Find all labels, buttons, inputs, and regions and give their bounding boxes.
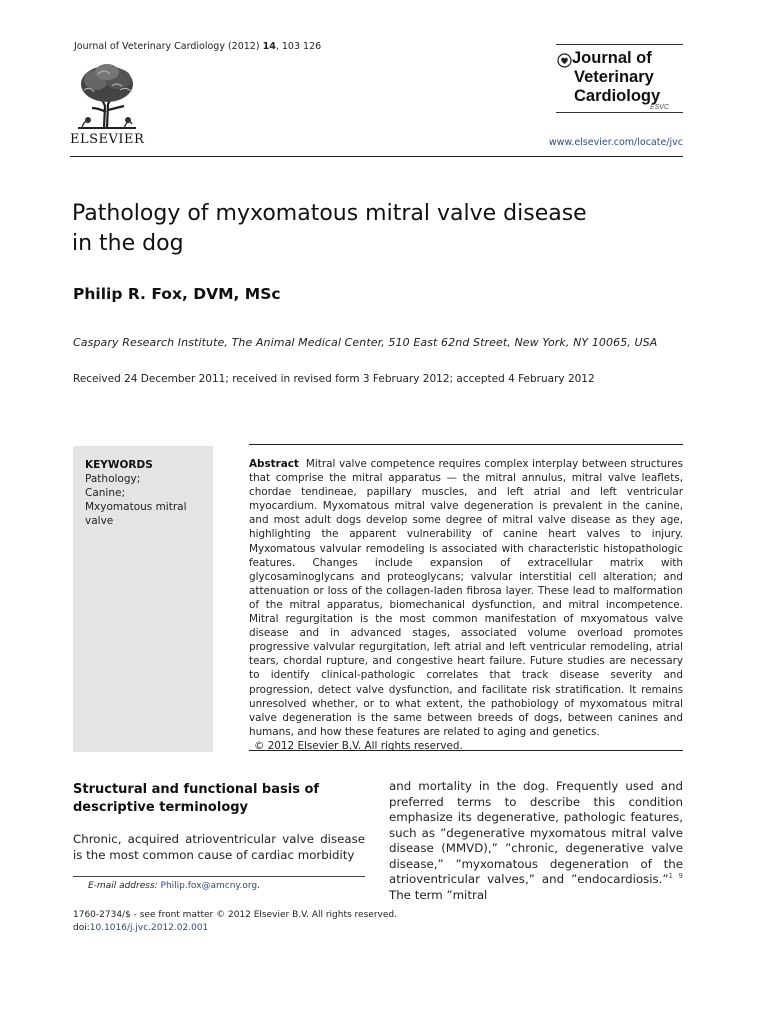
keyword-item: Mxyomatous mitral <box>85 501 187 513</box>
email-footnote <box>88 881 260 891</box>
abstract-label: Abstract <box>249 458 299 470</box>
front-matter-footer <box>73 909 397 935</box>
journal-logo-line3: Cardiology <box>574 87 661 105</box>
abstract-copyright: © 2012 Elsevier B.V. All rights reserved. <box>254 739 463 752</box>
body-column-right <box>389 779 683 903</box>
article-title-line1: Pathology of myxomatous mitral valve disease <box>72 201 587 226</box>
article-title-line2: in the dog <box>72 231 184 256</box>
body-column-right-text: and mortality in the dog. Frequently used and preferred terms to describe this condition emphasize its degenerative, pathologic features, such as ”degenerative myxomatous mitral valve disease (MMVD),” ”chronic, degenerative valve disease,” ”myxomatous degeneration of the atrioventricular valves,” and ”endocardiosis.” <box>389 779 683 886</box>
journal-logo-bottom-rule <box>556 112 683 113</box>
citation-pages: , 103 126 <box>275 41 322 52</box>
footnote-end: . <box>257 881 260 891</box>
author-affiliation: Caspary Research Institute, The Animal Medical Center, 510 East 62nd Street, New York, NY 10065, USA <box>73 336 658 349</box>
journal-url-link[interactable]: www.elsevier.com/locate/jvc <box>548 137 683 148</box>
abstract-section <box>249 457 683 753</box>
journal-logo-line2: Veterinary <box>574 68 654 86</box>
journal-logo-society: ESVC <box>649 104 669 111</box>
footnote-rule <box>73 876 365 877</box>
journal-logo-line1: Journal of <box>572 49 652 67</box>
header-divider <box>70 156 683 157</box>
abstract-bottom-rule <box>249 750 683 751</box>
body-column-left: Chronic, acquired atrioventricular valve disease is the most common cause of cardiac morbidity <box>73 832 365 862</box>
keyword-item: Canine; <box>85 487 125 499</box>
citation-volume: 14 <box>262 41 276 52</box>
article-author: Philip R. Fox, DVM, MSc <box>73 285 281 303</box>
citation-journal: Journal of Veterinary Cardiology (2012) <box>74 41 260 52</box>
elsevier-tree-icon <box>74 62 140 130</box>
keywords-heading: KEYWORDS <box>85 459 153 471</box>
journal-logo-top-rule <box>556 44 683 45</box>
journal-citation <box>74 41 321 52</box>
article-dates: Received 24 December 2011; received in revised form 3 February 2012; accepted 4 February 2012 <box>73 373 595 385</box>
citation-reference-link[interactable]: 1 9 <box>668 872 683 881</box>
keyword-item: Pathology; <box>85 473 141 485</box>
footnote-label: E-mail address: <box>88 881 158 891</box>
abstract-text: Mitral valve competence requires complex interplay between structures that comprise the mitral apparatus — the mitral annulus, mitral valve leaflets, chordae tendineae, papillary muscles, and left atrial and left ventricular myocardium. Myxomatous mitral valve degeneration is prevalent in the canine, and most adult dogs develop some degree of mitral valve disease as they age, highlighting the apparent vulnerability of canine heart valves to injury. Myxomatous valvular remodeling is associated with characteristic histopathologic features. Changes include expansion of extracellular matrix with glycosaminoglycans and proteoglycans; valvular interstitial cell alteration; and attenuation or loss of the collagen-laden fibrosa layer. These lead to malformation of the mitral apparatus, biomechanical dysfunction, and mitral incompetence. Mitral regurgitation is the most common manifestation of mxyomatous valve disease and in advanced stages, associated volume overload promotes progressive valvular regurgitation, left atrial and left ventricular remodeling, atrial tears, chordal rupture, and congestive heart failure. Future studies are necessary to identify clinical-pathologic correlates that track disease severity and progression, detect valve dysfunction, and facilitate risk stratification. It remains unresolved whether, or to what extent, the pathobiology of myxomatous mitral valve degeneration is the same between breeds of dogs, between canines and humans, and how these features are related to aging and genetics. <box>249 458 683 738</box>
section-heading: Structural and functional basis of descriptive terminology <box>73 782 320 815</box>
article-title <box>72 199 692 259</box>
doi-link[interactable]: 10.1016/j.jvc.2012.02.001 <box>89 923 209 933</box>
keyword-item: valve <box>85 515 114 527</box>
author-email-link[interactable]: Philip.fox@amcny.org <box>160 881 258 891</box>
publisher-name: ELSEVIER <box>70 132 145 147</box>
keywords-box <box>73 446 213 752</box>
abstract-top-rule <box>249 444 683 445</box>
journal-logo <box>556 44 683 113</box>
elsevier-logo <box>70 62 148 147</box>
issn-line: 1760-2734/$ - see front matter © 2012 Elsevier B.V. All rights reserved. <box>73 910 397 920</box>
doi-label: doi: <box>73 923 90 933</box>
body-column-right-tail: The term ”mitral <box>389 887 488 902</box>
heart-emblem-icon <box>557 53 572 68</box>
